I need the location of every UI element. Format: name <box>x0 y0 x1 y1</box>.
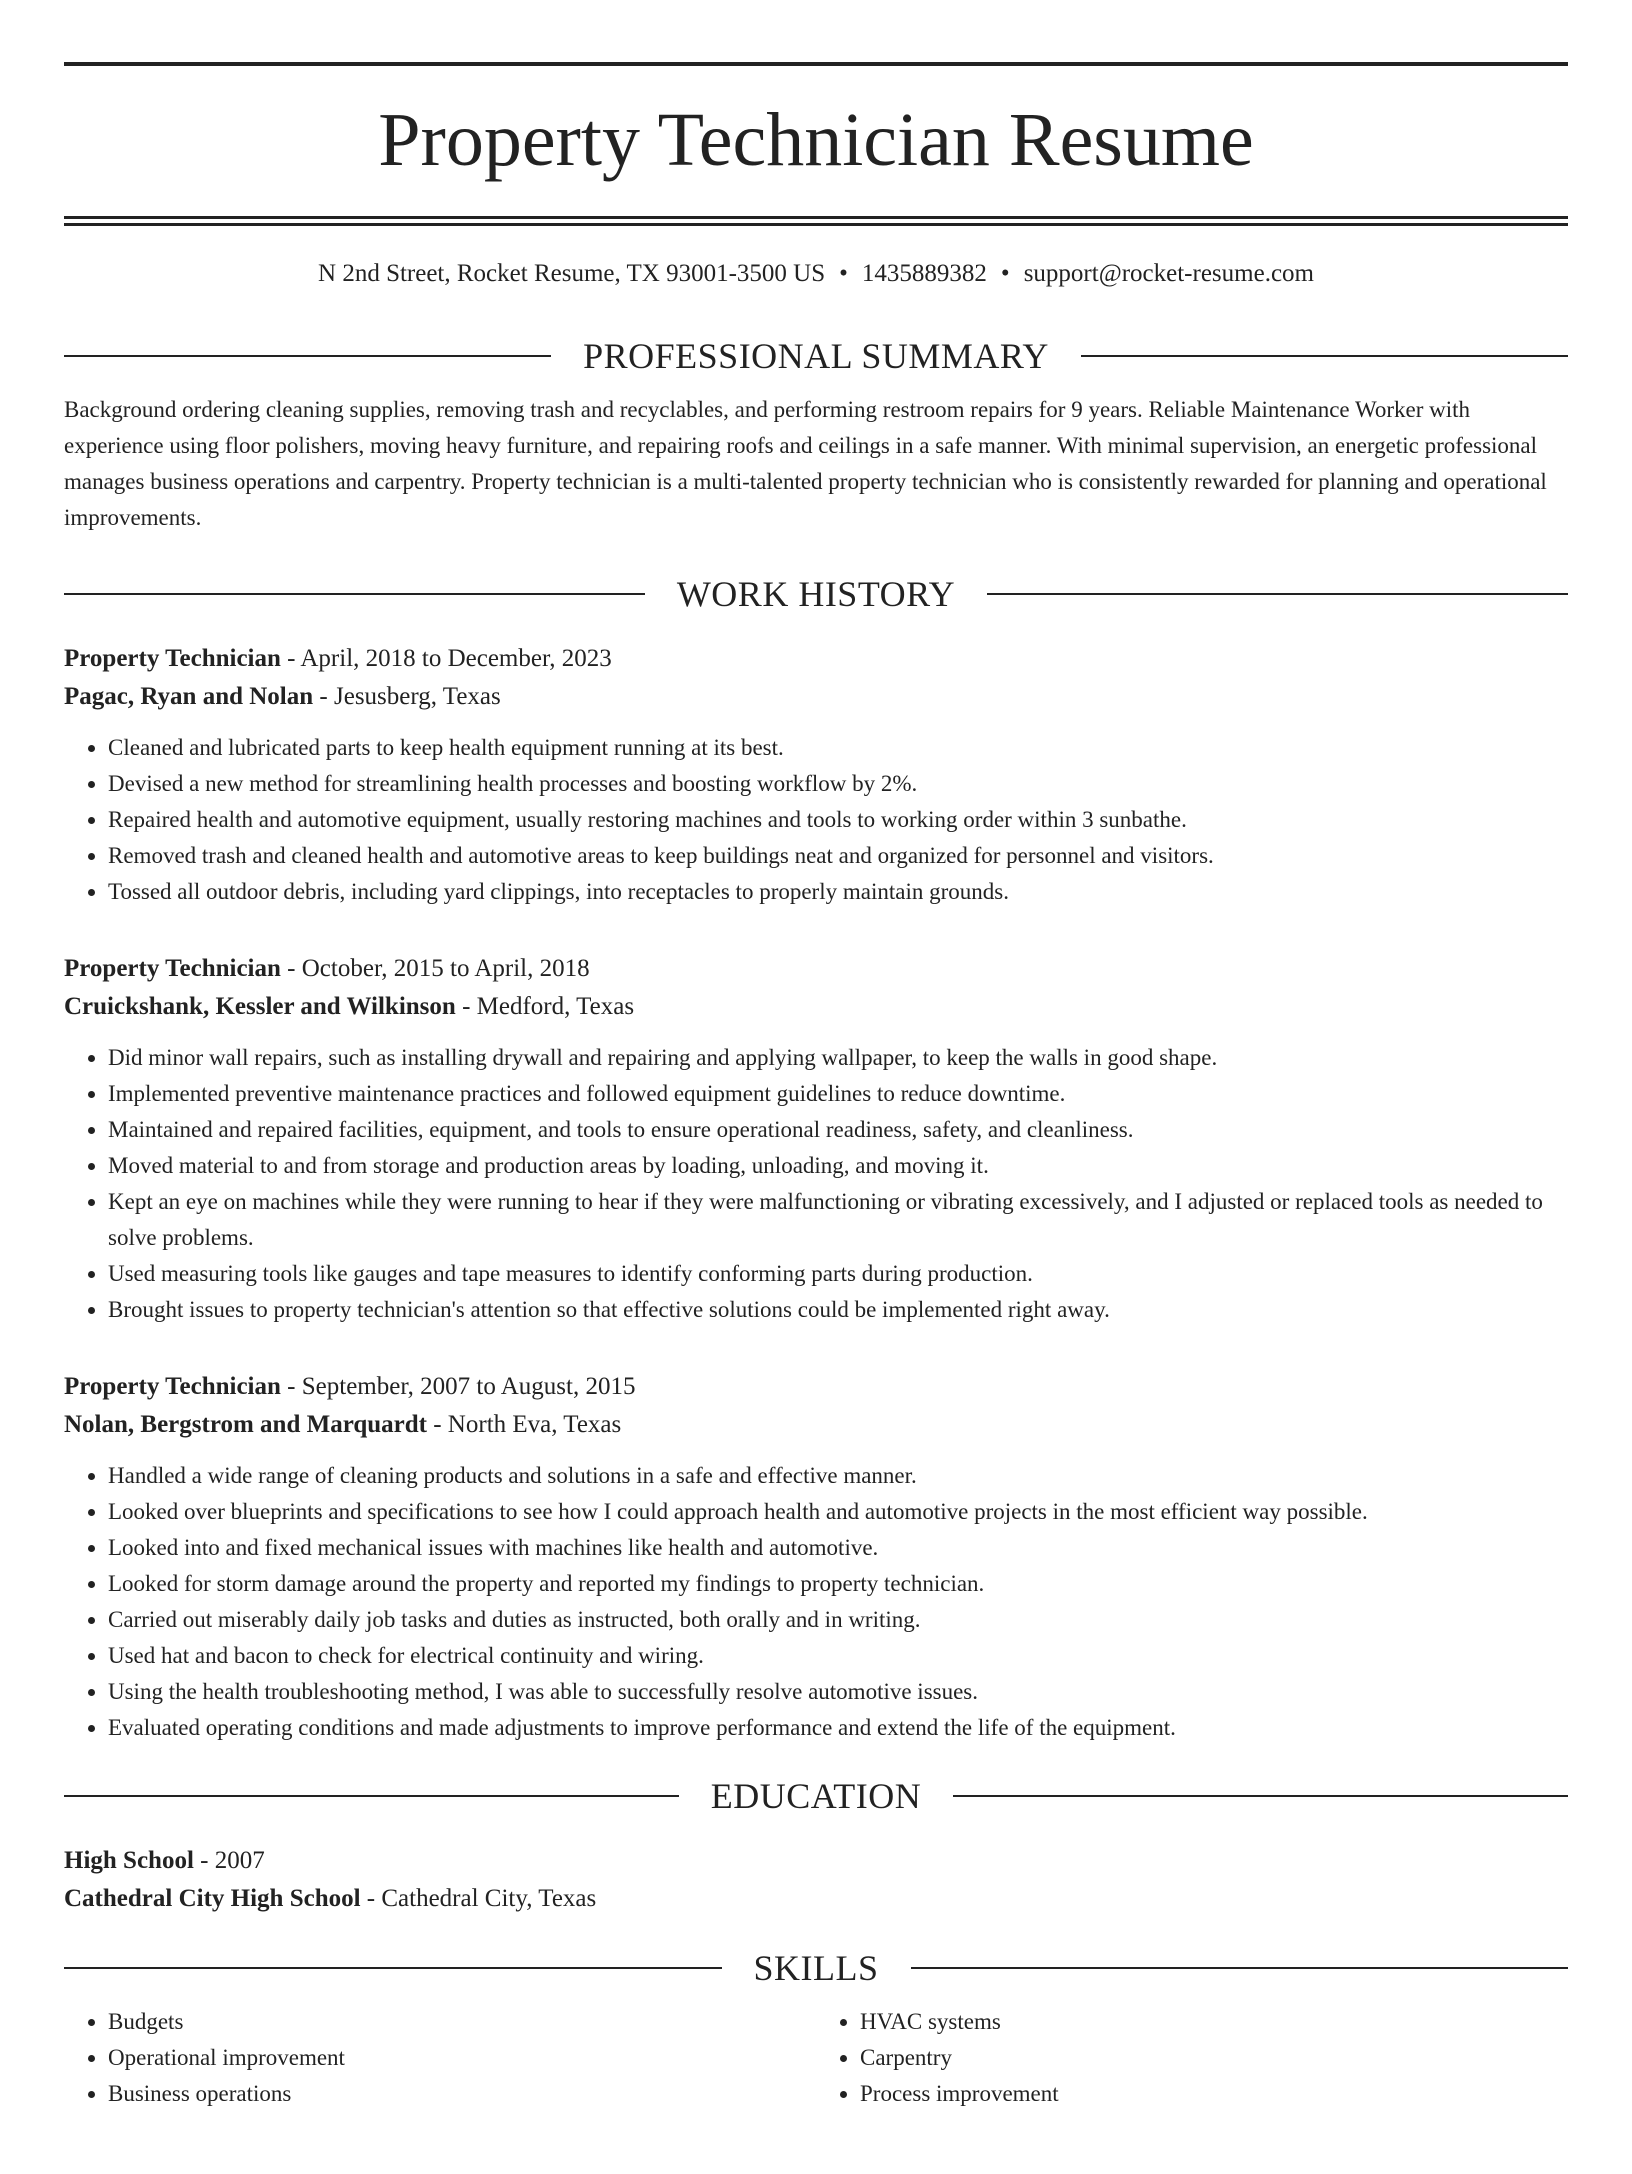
job-company-line <box>64 988 1568 1026</box>
education-year: - 2007 <box>193 1847 265 1874</box>
job-entry <box>64 1368 1568 1746</box>
job-title: Property Technician <box>64 645 281 672</box>
job-entry <box>64 950 1568 1328</box>
job-list <box>64 640 1568 1746</box>
job-bullet-item: • Using the health troubleshooting method, I was able to successfully resolve automotive issues. <box>108 1674 1568 1710</box>
job-entry <box>64 640 1568 910</box>
job-bullets <box>64 1040 1568 1328</box>
job-company: Nolan, Bergstrom and Marquardt <box>64 1411 427 1438</box>
page-title: Property Technician Resume <box>378 98 1254 182</box>
job-bullet-item: • Cleaned and lubricated parts to keep health equipment running at its best. <box>108 730 1568 766</box>
education-location: - Cathedral City, Texas <box>360 1885 597 1912</box>
job-bullet-item: • Evaluated operating conditions and made adjustments to improve performance and extend the life of the equipment. <box>108 1710 1568 1746</box>
job-company-line <box>64 1406 1568 1444</box>
job-dates: - October, 2015 to April, 2018 <box>280 955 590 982</box>
section-rule-right <box>911 1967 1569 1969</box>
job-bullet-item: • Used measuring tools like gauges and tape measures to identify conforming parts during production. <box>108 1256 1568 1292</box>
job-title: Property Technician <box>64 1373 281 1400</box>
section-rule-left <box>64 1967 722 1969</box>
top-rule <box>64 62 1568 66</box>
section-header-work <box>64 574 1568 614</box>
contact-line <box>64 258 1568 290</box>
job-bullet-item: • Tossed all outdoor debris, including yard clippings, into receptacles to properly maintain grounds. <box>108 874 1568 910</box>
job-location: - Jesusberg, Texas <box>313 683 501 710</box>
job-title-line <box>64 950 1568 988</box>
skill-item: • Operational improvement <box>108 2040 816 2076</box>
job-company-line <box>64 678 1568 716</box>
job-bullet-item: • Used hat and bacon to check for electrical continuity and wiring. <box>108 1638 1568 1674</box>
job-company: Cruickshank, Kessler and Wilkinson <box>64 993 456 1020</box>
job-bullet-item: • Repaired health and automotive equipment, usually restoring machines and tools to working order within 3 sunbathe. <box>108 802 1568 838</box>
job-bullet-item: • Kept an eye on machines while they were running to hear if they were malfunctioning or vibrating excessively, and I adjusted or replaced tools as needed to solve problems. <box>108 1184 1568 1256</box>
job-bullets <box>64 1458 1568 1746</box>
section-header-skills <box>64 1948 1568 1988</box>
resume-page <box>0 62 1632 2174</box>
skill-item: • HVAC systems <box>860 2004 1568 2040</box>
job-bullet-item: • Looked for storm damage around the property and reported my findings to property technician. <box>108 1566 1568 1602</box>
job-bullet-item: • Looked into and fixed mechanical issues with machines like health and automotive. <box>108 1530 1568 1566</box>
skills-column-left <box>64 2004 816 2112</box>
section-rule-right <box>987 593 1568 595</box>
skill-item: • Process improvement <box>860 2076 1568 2112</box>
summary-paragraph: Background ordering cleaning supplies, removing trash and recyclables, and performing restroom repairs for 9 years. Reliable Maintenance Worker with experience using floor polishers, moving heavy furniture, and repairing roofs and ceilings in a safe manner. With minimal supervision, an energetic professional manages business operations and carpentry. Property technician is a multi-talented property technician who is consistently rewarded for planning and operational improvements. <box>64 397 1547 530</box>
section-title-skills: SKILLS <box>753 1948 879 1988</box>
contact-email: support@rocket-resume.com <box>1023 260 1314 287</box>
section-title-education: EDUCATION <box>710 1776 922 1816</box>
job-bullet-item: • Looked over blueprints and specifications to see how I could approach health and automotive projects in the most efficient way possible. <box>108 1494 1568 1530</box>
section-rule-right <box>953 1795 1568 1797</box>
skill-item: • Carpentry <box>860 2040 1568 2076</box>
section-title-summary: PROFESSIONAL SUMMARY <box>583 336 1049 376</box>
job-bullet-item: • Implemented preventive maintenance practices and followed equipment guidelines to reduce downtime. <box>108 1076 1568 1112</box>
section-rule-right <box>1081 355 1568 357</box>
job-bullet-item: • Removed trash and cleaned health and automotive areas to keep buildings neat and organized for personnel and visitors. <box>108 838 1568 874</box>
job-title-line <box>64 1368 1568 1406</box>
job-bullet-item: • Devised a new method for streamlining health processes and boosting workflow by 2%. <box>108 766 1568 802</box>
job-dates: - September, 2007 to August, 2015 <box>280 1373 636 1400</box>
job-bullet-item: • Maintained and repaired facilities, equipment, and tools to ensure operational readiness, safety, and cleanliness. <box>108 1112 1568 1148</box>
section-rule-left <box>64 1795 679 1797</box>
job-bullet-item: • Carried out miserably daily job tasks and duties as instructed, both orally and in writing. <box>108 1602 1568 1638</box>
job-bullets <box>64 730 1568 910</box>
education-entry <box>64 1842 1568 1918</box>
job-bullet-item: • Moved material to and from storage and production areas by loading, unloading, and moving it. <box>108 1148 1568 1184</box>
skill-item: • Business operations <box>108 2076 816 2112</box>
section-rule-left <box>64 355 551 357</box>
job-location: - Medford, Texas <box>455 993 635 1020</box>
skill-item: • Budgets <box>108 2004 816 2040</box>
education-school: Cathedral City High School <box>64 1885 361 1912</box>
education-school-line <box>64 1880 1568 1918</box>
section-rule-left <box>64 593 645 595</box>
job-bullet-item: • Handled a wide range of cleaning products and solutions in a safe and effective manner. <box>108 1458 1568 1494</box>
section-title-work: WORK HISTORY <box>676 574 956 614</box>
contact-phone: 1435889382 <box>861 260 987 287</box>
section-header-education <box>64 1776 1568 1816</box>
contact-separator: • <box>1000 260 1010 287</box>
job-bullet-item: • Did minor wall repairs, such as installing drywall and repairing and applying wallpaper, to keep the walls in good shape. <box>108 1040 1568 1076</box>
skills-column-right <box>816 2004 1568 2112</box>
contact-separator: • <box>839 260 848 287</box>
contact-address: N 2nd Street, Rocket Resume, TX 93001-3500 US <box>318 260 826 287</box>
job-bullet-item: • Brought issues to property technician's attention so that effective solutions could be implemented right away. <box>108 1292 1568 1328</box>
job-location: - North Eva, Texas <box>426 1411 622 1438</box>
job-title: Property Technician <box>64 955 281 982</box>
section-header-summary <box>64 336 1568 376</box>
title-double-rule <box>64 216 1568 226</box>
job-title-line <box>64 640 1568 678</box>
job-dates: - April, 2018 to December, 2023 <box>280 645 612 672</box>
education-degree: High School <box>64 1847 194 1874</box>
skills-list <box>64 2004 1568 2112</box>
job-company: Pagac, Ryan and Nolan <box>64 683 314 710</box>
education-degree-line <box>64 1842 1568 1880</box>
